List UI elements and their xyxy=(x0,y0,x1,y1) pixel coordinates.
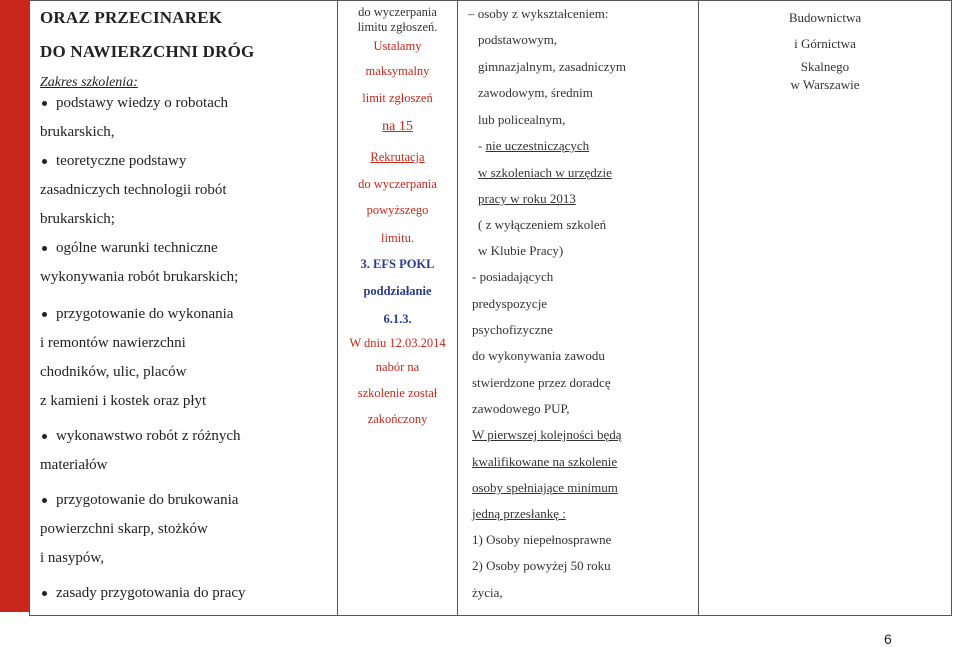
list-item xyxy=(40,486,337,515)
bullet-icon xyxy=(42,434,47,439)
eligibility-line: w szkoleniach w urzędzie xyxy=(478,165,612,180)
eligibility-line: 2) Osoby powyżej 50 roku xyxy=(472,558,611,573)
bullet-icon xyxy=(42,591,47,596)
list-item-text: i remontów nawierzchni xyxy=(40,335,186,351)
eligibility-line: gimnazjalnym, zasadniczym xyxy=(478,59,627,74)
list-item xyxy=(40,422,337,451)
bullet-icon xyxy=(42,246,47,251)
list-item-text: zasady przygotowania do pracy xyxy=(56,585,246,601)
eligibility-line: pracy w roku 2013 xyxy=(478,191,576,206)
course-description-cell xyxy=(30,1,338,616)
recruitment-cell xyxy=(338,1,458,616)
eligibility-line: jedną przesłankę : xyxy=(472,506,566,521)
eligibility-line: podstawowym, xyxy=(478,32,558,47)
eligibility-line: – osoby z wykształceniem: xyxy=(468,6,609,21)
eligibility-line: predyspozycje xyxy=(472,296,548,311)
eligibility-line: w Klubie Pracy) xyxy=(478,243,564,258)
organizer-line: Skalnego xyxy=(800,59,850,74)
list-item-text: ogólne warunki techniczne xyxy=(56,240,218,256)
list-item-text: brukarskich; xyxy=(40,211,115,227)
limit-value: na 15 xyxy=(382,119,413,134)
course-table xyxy=(29,0,952,616)
list-item-text: podstawy wiedzy o robotach xyxy=(56,95,229,111)
recruitment-text: powyższego xyxy=(366,203,429,217)
eligibility-line: życia, xyxy=(472,585,503,600)
recruitment-text: do wyczerpania xyxy=(358,177,437,191)
program-text: poddziałanie xyxy=(363,284,432,298)
recruitment-text: limit zgłoszeń xyxy=(362,91,433,105)
eligibility-line: - nie uczestniczących xyxy=(478,138,590,153)
eligibility-line: do wykonywania zawodu xyxy=(472,348,605,363)
eligibility-line: - posiadających xyxy=(472,269,554,284)
status-text: szkolenie został xyxy=(357,386,438,400)
program-text: 6.1.3. xyxy=(383,312,412,326)
list-item-text: wykonywania robót brukarskich; xyxy=(40,269,239,285)
list-item-text: przygotowanie do wykonania xyxy=(56,306,234,322)
bullet-icon xyxy=(42,498,47,503)
bullet-icon xyxy=(42,101,47,106)
recruitment-text: limitu zgłoszeń. xyxy=(357,20,438,34)
organizer-cell xyxy=(699,1,952,616)
list-item xyxy=(40,89,337,118)
left-red-bar xyxy=(0,0,29,612)
eligibility-line: psychofizyczne xyxy=(472,322,553,337)
list-item-text: teoretyczne podstawy xyxy=(56,153,187,169)
status-text: W dniu 12.03.2014 xyxy=(349,336,446,350)
list-item xyxy=(40,147,337,176)
list-item-text: przygotowanie do brukowania xyxy=(56,492,239,508)
table-row xyxy=(30,1,952,616)
recruitment-text: maksymalny xyxy=(365,64,430,78)
recruitment-text: limitu. xyxy=(381,231,414,245)
recruitment-text: do wyczerpania xyxy=(358,5,437,19)
eligibility-line: stwierdzone przez doradcę xyxy=(472,375,611,390)
list-item xyxy=(40,234,337,263)
organizer-line: w Warszawie xyxy=(790,77,860,92)
eligibility-line: zawodowego PUP, xyxy=(472,401,570,416)
list-item-text: zasadniczych technologii robót xyxy=(40,182,227,198)
scope-heading: Zakres szkolenia: xyxy=(40,75,138,90)
recruitment-text: Rekrutacja xyxy=(370,150,425,164)
list-item-text: z kamieni i kostek oraz płyt xyxy=(40,393,207,409)
eligibility-line: 1) Osoby niepełnosprawne xyxy=(472,532,612,547)
recruitment-text: Ustalamy xyxy=(373,39,422,53)
bullet-icon xyxy=(42,159,47,164)
course-title-line2: DO NAWIERZCHNI DRÓG xyxy=(40,42,255,61)
list-item-text: brukarskich, xyxy=(40,124,115,140)
eligibility-list xyxy=(458,1,698,614)
list-item xyxy=(40,300,337,329)
organizer-line: Budownictwa xyxy=(788,10,862,25)
list-item-text: wykonawstwo robót z różnych xyxy=(56,428,241,444)
program-text: 3. EFS POKL xyxy=(360,257,435,271)
eligibility-line: lub policealnym, xyxy=(478,112,566,127)
eligibility-cell xyxy=(458,1,699,616)
eligibility-line: osoby spełniające minimum xyxy=(472,480,618,495)
list-item xyxy=(40,579,337,608)
eligibility-line: kwalifikowane na szkolenie xyxy=(472,454,618,469)
list-item-text: i nasypów, xyxy=(40,550,105,566)
course-title-line1: ORAZ PRZECINAREK xyxy=(40,8,223,27)
eligibility-line: ( z wyłączeniem szkoleń xyxy=(478,217,607,232)
organizer-line: i Górnictwa xyxy=(794,36,856,51)
list-item-text: powierzchni skarp, stożków xyxy=(40,521,208,537)
page-number: 6 xyxy=(884,631,892,647)
scope-list xyxy=(40,89,337,608)
eligibility-line: W pierwszej kolejności będą xyxy=(472,427,622,442)
status-text: nabór na xyxy=(375,360,420,374)
status-text: zakończony xyxy=(367,412,428,426)
list-item-text: chodników, ulic, placów xyxy=(40,364,187,380)
eligibility-line: zawodowym, średnim xyxy=(478,85,593,100)
list-item-text: materiałów xyxy=(40,457,108,473)
bullet-icon xyxy=(42,312,47,317)
